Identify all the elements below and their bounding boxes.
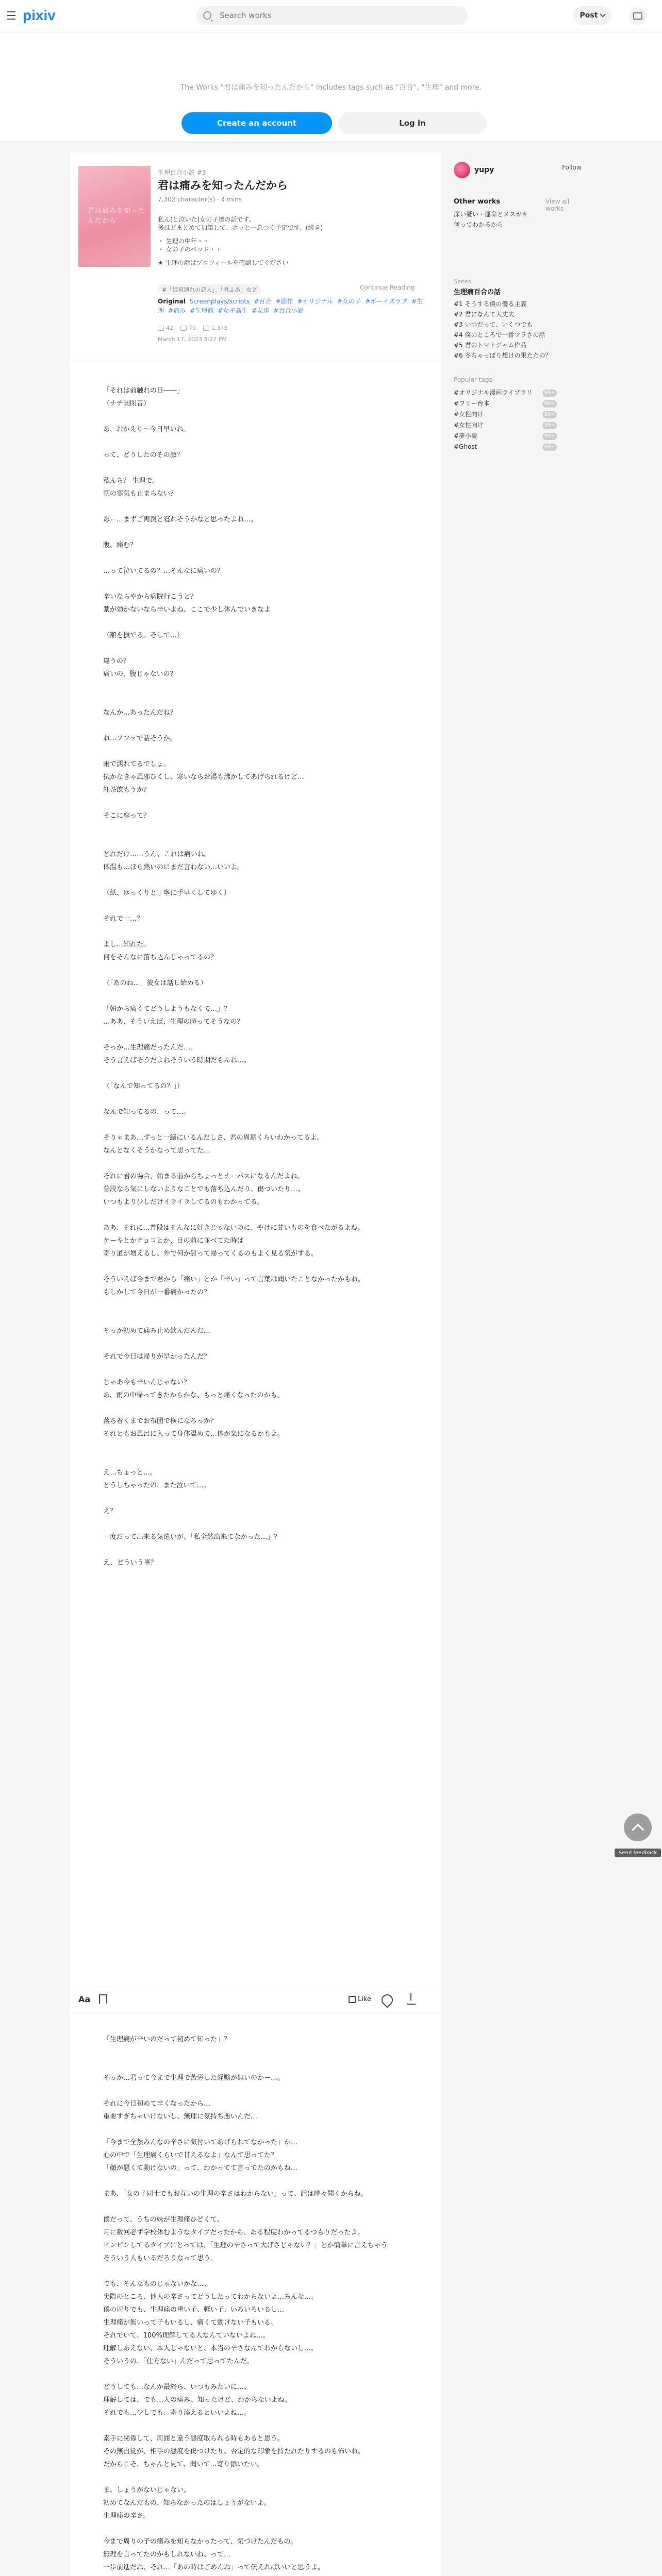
novel-line: 「朝から痛くてどうしようもなくて…」？	[103, 1005, 231, 1013]
heart-icon[interactable]	[379, 1992, 395, 2008]
eye-icon	[203, 326, 209, 331]
novel-line: 僕だって、うちの妹が生理痛ひどくて、	[103, 2216, 224, 2224]
series-label[interactable]: 生理百合小説 #3	[158, 169, 206, 176]
series-title[interactable]: 生理痛百合の話	[454, 289, 501, 296]
novel-line: 「生理痛が辛いのだって初めて知った」？	[103, 2036, 231, 2043]
novel-line: それともお風呂に入って身体温めて…体が楽になるかもよ。	[103, 1430, 285, 1438]
novel-line: そっか…君って今まで生理で苦労した経験が無いのかー…。	[103, 2074, 285, 2082]
novel-line: …って泣いてるの？…そんなに痛いの？	[103, 567, 224, 575]
other-work-item[interactable]: 何ってわかるから	[454, 221, 504, 228]
novel-line: なんか…あったんだね？	[103, 709, 177, 717]
novel-line: （紙、ゆっくりと丁寧に手早くしてゆく）	[103, 889, 230, 897]
caption-line: ・ 生理の中年・・	[158, 238, 209, 245]
share-icon[interactable]	[407, 1993, 416, 2005]
tag-link[interactable]: #百合小説	[273, 307, 304, 314]
novel-line: それでいて、100%理解してる人なんていないよね…。	[103, 2332, 270, 2340]
caption-line: ★ 生理の話はプロフィールを確認してください	[158, 259, 289, 266]
paragraph-gap	[103, 796, 412, 809]
tag-link[interactable]: #友達	[252, 307, 270, 314]
tag-link[interactable]: #オリジナル	[297, 298, 333, 305]
popular-tag-count: 99+	[542, 422, 557, 429]
login-button[interactable]: Log in	[338, 112, 487, 134]
series-list	[454, 299, 552, 361]
pixiv-logo[interactable]	[7, 7, 56, 24]
popular-tag-name[interactable]: #Ghost	[454, 443, 477, 450]
novel-line: なんとなくそうかなって思ってた…	[103, 1147, 211, 1155]
novel-stats	[158, 325, 228, 331]
popular-tag-row[interactable]	[454, 431, 557, 442]
tag-link[interactable]: #創作	[275, 298, 293, 305]
caption-gap	[158, 253, 426, 259]
novel-line: 「顔が悪くて動けないの」って、わかってて言ってたのかもね…	[103, 2164, 297, 2172]
novel-line: 雨で濡れてるでしょ。	[103, 760, 170, 768]
novel-line: 落ち着くまでお布団で横になろっか？	[103, 1417, 218, 1425]
novel-line: ね…ソファで話そうか。	[103, 735, 177, 742]
novel-line: ケーキとかチョコとか、目の前に並べてた時は	[103, 1237, 244, 1245]
novel-line: それで今日は帰りが早かったんだ？	[103, 1353, 211, 1361]
arrow-up-icon	[632, 1823, 644, 1836]
novel-line: 薬が効かないなら辛いよね、ここで少し休んでいきなよ	[103, 606, 271, 614]
search-input[interactable]	[219, 10, 448, 21]
like-button[interactable]: Like	[349, 1995, 371, 2003]
tag-link[interactable]: #生理痛	[190, 307, 214, 314]
novel-line: 無理を言ってたのかもしれないね、って…	[103, 2551, 231, 2558]
novel-line: どうしちゃったの、また泣いて…。	[103, 1482, 210, 1489]
tag-link[interactable]: #百合	[254, 298, 272, 305]
novel-line: まあ、「女の子同士でもお互いの生理の辛さはわからない」って、話は時々聞くからね。	[103, 2190, 368, 2198]
paragraph-gap	[103, 2059, 412, 2072]
novel-line: 「今まで全然みんなの辛さに気付いてあげられてなかった」か…	[103, 2139, 298, 2146]
signup-banner	[0, 32, 662, 142]
novel-line: そこに座って？	[103, 812, 151, 820]
novel-line: 一度だって出来る気遣いが、「私全然出来てなかった…」？	[103, 1533, 281, 1541]
novel-line: 初めてなんだもの、知らなかったのはしょうがないよ。	[103, 2499, 271, 2507]
caption-gap	[158, 232, 426, 237]
novel-line: って、どうしたのその顔？	[103, 451, 184, 459]
novel-line: あ、おかえり～今日早いね。	[103, 426, 190, 433]
paragraph-gap	[103, 745, 412, 758]
paragraph-gap	[103, 2175, 412, 2188]
paragraph-gap	[103, 822, 412, 835]
popular-tag-count: 99+	[542, 389, 557, 397]
novel-line: え…ちょっと…。	[103, 1469, 157, 1477]
chevron-down-icon	[600, 11, 606, 17]
popular-tag-name[interactable]: #女性向け	[454, 411, 484, 418]
novel-line: 朝の寒気も止まらない？	[103, 490, 177, 498]
popular-tag-name[interactable]: #フリー台本	[454, 400, 490, 407]
novel-line: 紅茶飲もうか？	[103, 786, 151, 794]
paragraph-gap	[103, 642, 412, 655]
novel-line: じゃあ今も辛いんじゃない？	[103, 1379, 191, 1386]
like-icon	[158, 326, 164, 331]
search-icon	[203, 11, 211, 20]
novel-line: 僕の周りでも、生理痛の重い子、軽い子、いろいろいるし…	[103, 2306, 285, 2314]
novel-line: 生理痛が無いって子もいるし、痛くて動けない子もいる、	[103, 2319, 278, 2327]
caption-line: 私ん(と泣いた)女の子達の話です。	[158, 216, 255, 223]
novel-line: 心の中で「生理痛くらいで甘えるなよ」なんて思ってた？	[103, 2151, 278, 2159]
tag-link[interactable]: #女子高生	[218, 307, 248, 314]
novel-line: 体温も…ほら熱いのにまだ言わない…いいよ。	[103, 863, 244, 871]
tag-list	[158, 297, 426, 315]
translation-pill[interactable]: #「姫宮連れの恋人」、「君ふあ」など	[158, 284, 261, 295]
avatar[interactable]	[454, 162, 470, 178]
novel-caption	[158, 215, 426, 267]
paragraph-gap	[103, 1067, 412, 1080]
popular-tag-row[interactable]	[454, 420, 557, 431]
popular-tag-name[interactable]: #オリジナル漫画ライブラリ	[454, 389, 533, 396]
other-works-heading: Other works	[454, 198, 501, 206]
post-button[interactable]	[573, 6, 611, 25]
paragraph-gap	[103, 1337, 412, 1350]
series-item[interactable]: #2 君になんて大丈夫	[454, 311, 515, 318]
paragraph-gap	[103, 462, 412, 474]
novel-line: 痛いの、腹じゃないの？	[103, 670, 177, 678]
popular-tag-row[interactable]	[454, 387, 557, 398]
popular-tag-name[interactable]: #夢小説	[454, 432, 478, 439]
paragraph-gap	[103, 2084, 412, 2097]
novel-line: 一歩前進だね、それ…「あの時はごめんね」って伝えればいいと思うよ。	[103, 2564, 325, 2571]
novel-line: だからこそ、ちゃんと見て、聞いて…寄り添いたい。	[103, 2461, 264, 2468]
paragraph-gap	[103, 2265, 412, 2278]
paragraph-gap	[103, 1440, 412, 1453]
paragraph-gap	[103, 526, 412, 539]
search-bar[interactable]	[196, 6, 468, 25]
novel-line: それに今日初めて辛くなったから…	[103, 2100, 211, 2108]
novel-line: 辛いならやから病院行こうと？	[103, 593, 197, 601]
novel-meta: 7,302 character(s) · 4 mins	[158, 196, 242, 203]
novel-line: もしかして今日が一番痛かったの？	[103, 1289, 211, 1296]
paragraph-gap	[103, 2574, 412, 2576]
caption-line: 後ほどまとめて加筆して、ホッと一息つく予定です。(続き)	[158, 224, 323, 231]
novel-line: 私んち？ 生理で。	[103, 477, 159, 485]
paragraph-gap	[103, 1028, 412, 1041]
popular-tag-row[interactable]	[454, 442, 557, 452]
paragraph-gap	[103, 990, 412, 1003]
paragraph-gap	[103, 1157, 412, 1170]
novel-line: 素手に関係して、周囲と違う態度取られる時もあると思う。	[103, 2435, 284, 2443]
novel-line: 普段なら気にしないようなことでも落ち込んだり、傷ついたり…。	[103, 1185, 305, 1193]
novel-line: あ、雨の中帰ってきたからかな、もっと痛くなったのかも。	[103, 1392, 284, 1399]
novel-line: 理解しあえない、本人じゃないと、本当の辛さなんてわからないし…。	[103, 2345, 318, 2352]
bookmark-count: 70	[180, 325, 196, 331]
caption-line: ・ 女の子のベッド・・	[158, 246, 222, 253]
novel-line: 何をそんなに落ち込んじゃってるの？	[103, 954, 218, 961]
author-block[interactable]	[454, 162, 494, 178]
like-count: 42	[158, 325, 173, 331]
novel-line: どれだけ……うん、これは痛いね。	[103, 851, 211, 858]
novel-line: ピンピンしてるタイプにとっては、「生理の辛さって大げさじゃない？」とか簡単に言えちゃう	[103, 2242, 388, 2249]
paragraph-gap	[103, 1209, 412, 1222]
font-size-button[interactable]: Aa	[78, 1994, 91, 2004]
novel-line: あー…まずご両親と寝れそうかなと思ったよね…。	[103, 516, 258, 523]
continue-reading-link[interactable]: Continue Reading	[360, 284, 415, 291]
novel-line: どうしても…なんか最終ら、いつもみたいに…。	[103, 2383, 251, 2391]
tag-link[interactable]: #ボーイズラブ	[365, 298, 407, 305]
novel-line: 実際のところ、他人の辛さってどうしたってわからないよ…みんな…。	[103, 2293, 318, 2301]
paragraph-gap	[103, 1260, 412, 1273]
series-heading: Series	[454, 278, 471, 285]
novel-line: それで一…？	[103, 915, 144, 923]
novel-line: ああ、それに…普段はそんなに好きじゃないのに、やけに甘いものを食べたがるよね。	[103, 1224, 365, 1232]
popular-tag-count: 99+	[542, 400, 557, 408]
novel-line: そういう人もいるだろうなって思う。	[103, 2255, 218, 2262]
create-account-button[interactable]: Create an account	[181, 112, 332, 134]
paragraph-gap	[103, 2123, 412, 2136]
paragraph-gap	[103, 925, 412, 938]
popular-tag-count: 99+	[542, 444, 557, 451]
follow-button[interactable]: Follow	[562, 164, 582, 171]
paragraph-gap	[103, 719, 412, 732]
paragraph-gap	[103, 500, 412, 513]
novel-line: そう言えばそうだよねそういう時期だもんね…。	[103, 1057, 251, 1064]
novel-line: 重要すぎちゃいけないし、無理に気持ち悪いんだ…	[103, 2113, 258, 2121]
paragraph-gap	[103, 1093, 412, 1106]
post-date: March 17, 2023 8:27 PM	[158, 336, 227, 343]
novel-cover[interactable]	[78, 166, 151, 267]
series-item[interactable]: #6 冬ちゃっぱり想けの果たたの？	[454, 352, 552, 359]
novel-line: よし…知れた。	[103, 941, 151, 948]
tag-link[interactable]: #生理	[158, 298, 423, 314]
paragraph-gap	[103, 1118, 412, 1131]
top-bar	[0, 0, 662, 32]
novel-line: （「あのね…」彼女は話し始める）	[103, 979, 207, 987]
popular-tag-count: 99+	[542, 411, 557, 418]
paragraph-gap	[103, 874, 412, 887]
popular-tags-heading: Popular tags	[454, 376, 492, 383]
novel-line: 「それは前触れの日――」	[103, 387, 184, 395]
author-name[interactable]: yupy	[474, 166, 494, 174]
novel-line: でも、そんなものじゃないかな…。	[103, 2280, 211, 2288]
cover-title: 君は痛みを知ったんだから	[88, 207, 146, 225]
logo-text: pixiv	[23, 7, 56, 23]
reader-toolbar	[70, 1987, 441, 2013]
paragraph-gap	[103, 2471, 412, 2484]
novel-line: 理解しては、でも…人の痛み、知ったけど、わからないよね。	[103, 2396, 291, 2404]
novel-line: 寄り道が増えるし、外で何か買って帰ってくるのもよく見る気がする。	[103, 1250, 318, 1258]
other-works-list	[454, 209, 528, 230]
novel-line: それに君の場合、始まる前からちょっとナーバスになるんだよね。	[103, 1173, 304, 1180]
novel-line: 違うの？	[103, 657, 130, 665]
novel-line: そっか…生理痛だったんだ…。	[103, 1044, 197, 1052]
novel-line: （ナチ開閉音）	[103, 400, 151, 408]
paragraph-gap	[103, 1312, 412, 1325]
paragraph-gap	[103, 900, 412, 912]
series-item[interactable]: #1 そうする僕の優る主義	[454, 300, 527, 308]
bookmark-icon[interactable]	[99, 1994, 107, 2004]
menu-icon[interactable]	[7, 11, 15, 20]
feedback-button[interactable]: Send feedback	[615, 1849, 661, 1857]
paragraph-gap	[103, 1402, 412, 1415]
tag-link[interactable]: #痛み	[168, 307, 186, 314]
paragraph-gap	[103, 681, 412, 693]
novel-line: そういえば今まで君から「痛い」とか「辛い」って言葉は聞いたことなかったかもね。	[103, 1276, 365, 1283]
novel-line: …ああ、そういえば、生理の時ってそうなの？	[103, 1018, 244, 1026]
paragraph-gap	[103, 1492, 412, 1505]
popular-tag-name[interactable]: #女性向け	[454, 421, 484, 429]
novel-line: そういうの、「仕方ない」んだって思ってたんだ。	[103, 2358, 254, 2365]
notification-icon[interactable]	[629, 7, 647, 25]
novel-line: なんで知ってるの、って…。	[103, 1108, 190, 1116]
popular-tag-row[interactable]	[454, 398, 557, 409]
thumb-icon	[349, 1996, 356, 2003]
paragraph-gap	[103, 616, 412, 629]
novel-line: え、どういう事？	[103, 1559, 157, 1567]
novel-line: そりゃまあ…ずっと一緒にいるんだしさ、君の周期くらいわかってるよ。	[103, 1134, 324, 1142]
novel-line: （額を撫でる。そして…）	[103, 632, 184, 639]
novel-line: 腹、痛む？	[103, 541, 137, 549]
paragraph-gap	[103, 436, 412, 449]
heart-icon	[180, 326, 187, 331]
novel-line: その無自覚が、相手の態度を傷つけたり、否定的な印象を持たれたりするのも怖いね。	[103, 2448, 365, 2455]
series-item[interactable]: #3 いつだって、いくつでも	[454, 321, 533, 328]
popular-tag-row[interactable]	[454, 409, 557, 420]
view-count: 1,375	[203, 325, 228, 331]
novel-line: それでも…少しでも、寄り添えるといいよね…。	[103, 2409, 251, 2417]
paragraph-gap	[103, 1363, 412, 1376]
paragraph-gap	[103, 2522, 412, 2535]
paragraph-gap	[103, 552, 412, 565]
tag-link[interactable]: Screenplays/scripts	[189, 298, 250, 305]
novel-line: 拭かなきゃ風邪ひくし、寒いならお湯も沸かしてあげられるけど…	[103, 773, 305, 781]
novel-title: 君は痛みを知ったんだから	[158, 179, 288, 192]
paragraph-gap	[103, 2046, 412, 2059]
novel-line: ま、しょうがないじゃない。	[103, 2486, 191, 2494]
novel-line: （「なんで知ってるの？」）	[103, 1082, 184, 1090]
paragraph-gap	[103, 964, 412, 977]
view-all-link[interactable]: View all works	[545, 198, 570, 212]
popular-tag-count: 99+	[542, 433, 557, 440]
other-work-item[interactable]: 深い憂い・運命とメスガキ	[454, 211, 528, 218]
novel-body-part2	[103, 2033, 412, 2576]
novel-line: 今まで周りの子の痛みを知らなかったって、気づけたんだもの。	[103, 2538, 297, 2546]
paragraph-gap	[103, 410, 412, 423]
series-item[interactable]: #5 君のトマトジャム作品	[454, 342, 527, 349]
signup-text: The Works "君は痛みを知ったんだから" includes tags such as "百合", "生理" and more.	[180, 83, 482, 92]
paragraph-gap	[103, 1544, 412, 1556]
paragraph-gap	[103, 1299, 412, 1312]
paragraph-gap	[103, 2200, 412, 2213]
paragraph-gap	[103, 835, 412, 848]
scroll-top-button[interactable]	[624, 1814, 652, 1841]
paragraph-gap	[103, 1518, 412, 1531]
novel-body-part1	[103, 384, 412, 1569]
paragraph-gap	[103, 1453, 412, 1466]
series-item[interactable]: #4 僕のところで一番ツラさの話	[454, 331, 545, 338]
tag-link[interactable]: Original	[158, 298, 186, 305]
novel-line: 生理痛の辛さ。	[103, 2512, 150, 2520]
novel-line: え？	[103, 1507, 117, 1515]
paragraph-gap	[103, 578, 412, 590]
paragraph-gap	[103, 2368, 412, 2381]
paragraph-gap	[103, 2419, 412, 2432]
novel-line: そっか初めて痛み止め飲んだんだ…	[103, 1327, 211, 1335]
novel-main	[70, 152, 441, 2576]
tag-link[interactable]: #女の子	[337, 298, 361, 305]
novel-line: 月に数回必ず学校休むようなタイプだったから、ある程度わかってるつもりだったよ。	[103, 2229, 365, 2236]
post-label: Post	[580, 11, 598, 20]
paragraph-gap	[103, 693, 412, 706]
novel-line: いつもより少しだけイライラしてるのもわかってる。	[103, 1198, 264, 1206]
popular-tags-list	[454, 387, 557, 452]
